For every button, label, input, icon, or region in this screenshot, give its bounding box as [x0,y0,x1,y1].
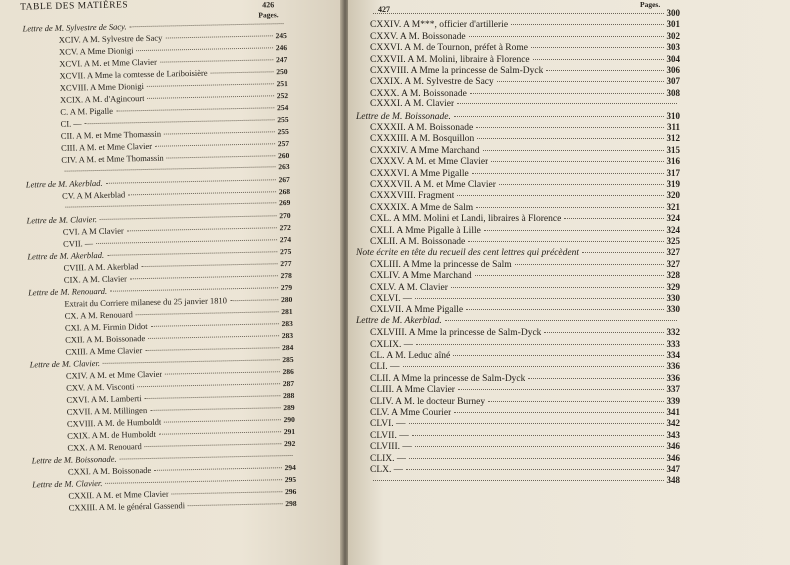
toc-entry-title: XCV. A Mme Dionigi [58,45,134,57]
toc-entry-page: 274 [279,234,292,245]
dot-leader [409,423,664,424]
toc-entry-page: 315 [666,144,680,155]
toc-entry-title: XCVIII. A Mme Dionigi [59,81,144,93]
toc-entry-title: CX. A M. Renouard [64,309,133,321]
dot-leader [499,184,664,185]
dot-leader [127,227,277,231]
toc-entry-page: 246 [275,42,288,53]
toc-entry-title: CXXI. A M. Boissonade [67,464,152,477]
dot-leader [148,335,279,339]
toc-entry-title: Lettre de M. Clavier. [29,357,101,370]
toc-entry-title: CIX. A M. Clavier [63,273,128,285]
right-page [348,0,790,565]
toc-entry-title: CXXIII. A M. le général Gassendi [68,500,186,513]
toc-entry-page: 310 [666,110,680,121]
dot-leader [472,173,664,174]
toc-entry-title: CLVI. — [370,419,406,430]
dot-leader [151,323,279,327]
toc-entry-title: XCIX. A M. d'Agincourt [59,92,145,105]
dot-leader [145,395,280,399]
dot-leader [116,107,274,111]
dot-leader [159,431,281,435]
toc-entry [370,156,680,168]
toc-entry-page: 247 [275,54,288,65]
dot-leader [488,401,663,402]
dot-leader [141,263,277,267]
toc-entry-title: CXXV. A M. Boissonade [370,31,466,42]
dot-leader [164,419,280,422]
toc-entry-page: 306 [666,65,680,75]
toc-entry-title: CXXXV. A M. et Mme Clavier [370,157,489,168]
toc-entry [370,213,680,225]
dot-leader [165,371,279,374]
dot-leader [409,458,663,459]
toc-entry-title: CXXXIX. A Mme de Salm [370,202,474,213]
toc-entry-page: 329 [666,281,680,292]
dot-leader [211,71,274,73]
pages-column-label-right: Pages. [640,0,661,9]
toc-entry [370,236,680,248]
toc-entry-page: 292 [284,438,296,449]
toc-entry-page: 333 [666,338,680,349]
toc-entry-title: CLV. A Mme Courier [370,408,452,418]
toc-entry-title: CXXXIII. A M. Bosquillon [370,134,475,145]
toc-section-heading [356,111,680,123]
toc-entry-title: CLIV. A M. le docteur Burney [370,396,486,407]
toc-entry-title: CIV. A M. et Mme Thomassin [61,152,164,165]
toc-entry-title: CXLVI. — [370,294,413,304]
toc-entry-title: CXX. A M. Renouard [67,441,142,453]
dot-leader [137,383,279,387]
toc-entry [370,475,680,486]
toc-entry-page: 268 [278,186,291,197]
toc-entry-page: 302 [666,30,680,41]
dot-leader [451,287,664,288]
toc-entry-title: CXXII. A M. et Mme Clavier [68,488,169,501]
toc-entry-page: 301 [666,19,680,30]
dot-leader [415,446,664,447]
toc-entry-title: CVIII. A M. Akerblad [63,261,139,273]
toc-entry-page: 291 [283,426,296,437]
toc-entry-page: 298 [285,498,297,509]
toc-entry [370,133,680,145]
dot-leader [466,309,663,310]
toc-entry [370,396,680,408]
toc-entry-page: 251 [276,78,288,89]
dot-leader [100,215,276,220]
toc-entry [370,31,680,43]
toc-entry-page: 337 [666,384,680,395]
toc-entry-title: CLII. A Mme la princesse de Salm-Dyck [370,373,526,384]
toc-entry-title: Lettre de M. Akerblad. [25,177,103,190]
dot-leader [457,103,677,104]
dot-leader [445,320,677,321]
dot-leader [491,161,663,162]
toc-section-heading [356,316,680,327]
toc-entry-page: 295 [284,474,297,485]
toc-entry-page: 260 [277,150,290,161]
toc-entry-page: 336 [666,372,680,383]
dot-leader [476,127,664,128]
dot-leader [110,287,278,292]
toc-entry-title: CXIII. A Mme Clavier [65,345,143,357]
page-number-right: 427 [378,5,390,14]
toc-entry-title: Lettre de M. Sylvestre de Sacy. [22,21,127,34]
dot-leader [468,241,663,242]
toc-entry [370,430,680,442]
toc-entry [370,407,680,419]
dot-leader [453,355,663,356]
toc-entry-title: CXVII. A M. Millingen [66,405,148,417]
toc-entry [370,304,680,316]
toc-entry-title: CXLVIII. A Mme la princesse de Salm-Dyck [370,328,542,339]
toc-entry-title: CXXVI. A M. de Tournon, préfet à Rome [370,43,528,54]
dot-leader [148,95,274,99]
toc-entry-title: CXXIV. A M***, officier d'artillerie [370,20,509,31]
dot-leader [145,347,279,351]
toc-entry-page: 289 [283,402,295,413]
toc-entry-title: CXXVII. A M. Molini, libraire à Florence [370,54,530,65]
toc-entry-title: Lettre de M. Boissonade. [356,111,451,122]
dot-leader [188,503,282,506]
left-page-content [0,0,344,565]
toc-entry-page: 255 [277,114,289,125]
dot-leader [85,119,274,124]
toc-entry-title: CXVIII. A M. de Humboldt [66,416,162,429]
toc-entry-page: 252 [276,90,289,101]
toc-entry-title: CI. — [60,118,82,129]
toc-entry [370,225,680,237]
toc-entry-page: 342 [666,418,680,429]
dot-leader [515,264,664,265]
dot-leader [145,443,281,447]
toc-entry-page: 263 [278,161,290,172]
toc-entry [370,8,680,19]
toc-entry [370,270,680,282]
toc-entry [370,384,680,396]
dot-leader [130,275,278,279]
toc-entry-page: 270 [279,210,291,221]
toc-entry-title: CLIII. A Mme Clavier [370,385,455,396]
toc-entry-page: 341 [666,407,680,417]
toc-entry [370,339,680,351]
dot-leader [476,207,663,208]
dot-leader [412,435,664,436]
dot-leader [454,116,664,117]
dot-leader [469,36,664,37]
toc-entry-title: CXXXIV. A Mme Marchand [370,145,480,156]
toc-entry-page: 287 [282,378,295,389]
toc-entry-page: 311 [666,122,680,132]
toc-entry-title: CXLIII. A Mme la princesse de Salm [370,259,512,270]
toc-entry-page: 296 [285,486,297,497]
toc-entry-title: CXXVIII. A Mme la princesse de Salm-Dyck [370,66,544,76]
dot-leader [564,218,663,219]
toc-entry-title: XCVII. A Mme la comtesse de Lariboisière [59,67,208,81]
toc-section-heading [356,247,680,259]
dot-leader [373,480,664,481]
toc-entry-title: XCVI. A M. et Mme Clavier [59,56,157,69]
toc-entry [370,190,680,202]
toc-entry-title: CLIX. — [370,453,407,464]
dot-leader [160,59,273,62]
toc-entry [370,42,680,54]
toc-entry-title: Lettre de M. Clavier. [26,214,97,226]
toc-entry-title: CXXXII. A M. Boissonade [370,123,474,133]
dot-leader [96,239,276,244]
toc-entry [370,418,680,430]
dot-leader [546,70,663,71]
toc-entry-page: 308 [666,87,680,98]
toc-entry-page: 330 [666,304,680,315]
toc-entry [370,65,680,77]
toc-entry [370,327,680,339]
toc-entry-page: 286 [282,366,294,377]
toc-entry-title: CXL. A MM. Molini et Landi, libraires à Florence [370,214,562,225]
dot-leader [406,469,663,470]
toc-entry-page: 283 [281,318,293,329]
toc-entry-title: XCIV. A M. Sylvestre de Sacy [58,32,163,45]
toc-entry-title: CLVII. — [370,430,409,441]
toc-entry-page: 294 [284,462,296,473]
toc-entry [370,361,680,373]
toc-entry [370,373,680,385]
toc-entry-title: CV. A M Akerblad [62,189,126,201]
dot-leader [484,230,664,231]
toc-entry-title: CL. A M. Leduc aîné [370,351,451,361]
toc-entry [370,441,680,453]
toc-entry-page: 312 [666,133,680,144]
dot-leader [103,359,279,364]
dot-leader [457,195,663,196]
toc-entry-page: 245 [275,31,287,41]
toc-entry [370,145,680,157]
toc-entry-title: CLI. — [370,362,400,373]
toc-entry [370,88,680,100]
dot-leader [475,275,664,276]
toc-entry-page: 255 [277,126,289,137]
toc-entry [370,282,680,294]
toc-entry [370,179,680,191]
dot-leader [165,35,272,38]
toc-entry-page: 320 [666,190,680,201]
toc-entry [370,453,680,465]
toc-entry-title: C. A M. Pigalle [60,105,114,117]
toc-entry-page: 285 [282,354,294,365]
dot-leader [544,332,663,333]
dot-leader [172,491,282,494]
toc-entry-page: 307 [666,76,680,87]
toc-entry-page: 321 [666,201,680,212]
toc-entry-title: CXLIX. — [370,339,414,350]
toc-entry [370,54,680,66]
toc-entry-title: CXXXVIII. Fragment [370,191,455,202]
toc-entry [370,350,680,362]
dot-leader [167,155,275,158]
toc-entry-title: Lettre de M. Clavier. [32,477,103,490]
page-number-left: 426 [262,0,275,10]
toc-entry-title: CXI. A M. Firmin Didot [64,320,148,333]
toc-entry-page: 327 [666,247,680,258]
toc-entry-page: 250 [276,66,288,77]
dot-leader [497,81,664,82]
dot-leader [65,166,276,171]
toc-entry-page: 254 [276,102,289,113]
toc-entry-title: Lettre de M. Boissonade. [31,453,117,466]
toc-entry-page: 279 [280,282,293,293]
toc-entry-page: 325 [666,236,680,246]
toc-entry-page: 324 [666,213,680,224]
toc-entry-page: 300 [666,8,680,18]
toc-entry-title: CXXXVII. A M. et Mme Clavier [370,180,496,190]
toc-entry [370,19,680,31]
dot-leader [164,131,275,134]
dot-leader [373,13,664,14]
toc-entry-page: 336 [666,361,680,372]
dot-leader [477,138,663,139]
dot-leader [531,47,664,48]
toc-entry-title: CXLV. A M. Clavier [370,282,448,293]
toc-entry-title: CXV. A M. Visconti [66,381,135,393]
toc-entry-title: CXII. A M. Boissonade [65,333,146,345]
toc-entry-page: 328 [666,270,680,281]
toc-entry-page: 317 [666,167,680,178]
dot-leader [136,311,278,315]
dot-leader [416,344,663,345]
toc-entry-page: 278 [280,270,292,281]
dot-leader [105,479,281,484]
dot-leader [528,378,663,379]
dot-leader [155,143,275,147]
toc-entry [370,122,680,134]
dot-leader [107,251,277,256]
dot-leader [137,47,273,51]
toc-entry-page: 339 [666,395,680,406]
toc-entry [370,202,680,214]
dot-leader [582,252,664,253]
left-page [0,0,344,565]
toc-entry [370,464,680,476]
toc-entry-title: CXIX. A M. de Humboldt [67,428,157,441]
dot-leader [511,24,663,25]
pages-column-label-left: Pages. [258,10,279,20]
toc-entry-title: CLVIII. — [370,442,412,453]
toc-entry-page: 284 [281,342,294,353]
toc-entry-title: CXLVII. A Mme Pigalle [370,305,464,316]
dot-leader [154,467,281,471]
dot-leader [147,83,274,87]
dot-leader [470,93,664,94]
toc-entry-page: 324 [666,224,680,235]
toc-entry-title: CVII. — [63,238,94,249]
toc-entry-page: 343 [666,429,680,440]
toc-entry-page: 277 [280,258,292,269]
toc-entry-title: CXXXVI. A Mme Pigalle [370,168,469,179]
toc-entry-title: CXLI. A Mme Pigalle à Lille [370,225,481,236]
toc-entry-page: 330 [666,293,680,303]
toc-entry-page: 334 [666,350,680,360]
toc-entry-title: Lettre de M. Renouard. [28,285,108,298]
toc-entry-title: CXXX. A M. Boissonade [370,88,467,99]
toc-entry-page: 257 [277,138,290,149]
toc-entry-page: 347 [666,464,680,474]
dot-leader [65,202,276,207]
toc-entry-page: 290 [283,414,295,425]
page-header-title: TABLE DES MATIÈRES [20,0,129,13]
toc-entry-title: CVI. A M Clavier [62,225,124,237]
toc-entry-title: CLX. — [370,465,404,475]
toc-entry-page: 275 [279,246,292,257]
toc-entry-page: 332 [666,327,680,338]
dot-leader [128,191,276,195]
toc-entry-title: Lettre de M. Akerblad. [27,249,105,262]
dot-leader [150,407,280,411]
toc-entry-page: 280 [280,294,293,305]
toc-entry-page: 288 [283,390,295,401]
toc-entry-title: CXLIV. A Mme Marchand [370,271,472,282]
toc-entry-page: 272 [279,222,291,233]
toc-entry-page: 316 [666,156,680,167]
toc-entry-title: CXVI. A M. Lamberti [66,393,142,405]
dot-leader [403,366,664,367]
toc-entry-page: 319 [666,179,680,189]
dot-leader [230,299,278,301]
toc-entry-page: 348 [666,475,680,486]
toc-entry-page: 346 [666,452,680,463]
toc-entry-title: CII. A M. et Mme Thomassin [60,128,162,141]
dot-leader [483,150,664,151]
toc-entry-page: 269 [278,197,291,208]
toc-entry-page: 267 [278,174,290,185]
toc-entry-title: CIII. A M. et Mme Clavier [61,140,153,153]
dot-leader [454,412,663,413]
dot-leader [415,298,663,299]
toc-entry [370,76,680,88]
toc-entry-title: CXIV. A M. et Mme Clavier [65,368,163,381]
toc-entry [370,168,680,180]
toc-entry [370,259,680,271]
toc-entry-title: CXXIX. A M. Sylvestre de Sacy [370,77,494,88]
toc-entry-title: CXLII. A M. Boissonade [370,237,466,247]
toc-entry-page: 281 [281,306,293,317]
toc-entry-page: 346 [666,441,680,452]
dot-leader [130,23,284,27]
toc-entry [370,99,680,110]
dot-leader [106,179,276,184]
dot-leader [533,59,664,60]
toc-entry-title: Note écrite en tête du recueil des cent lettres qui précèdent [356,248,579,259]
toc-entry-title: Lettre de M. Akerblad. [356,315,442,326]
toc-entry [370,293,680,305]
dot-leader [120,455,293,460]
toc-entry-page: 304 [666,53,680,64]
toc-entry-title: CXXXI. A M. Clavier [370,99,455,110]
dot-leader [458,389,664,390]
toc-entry-page: 303 [666,42,680,53]
toc-entry-page: 327 [666,258,680,269]
toc-entry-title: Extrait du Corriere milanese du 25 janvier 1810 [64,295,228,309]
toc-entry-page: 283 [281,330,294,341]
